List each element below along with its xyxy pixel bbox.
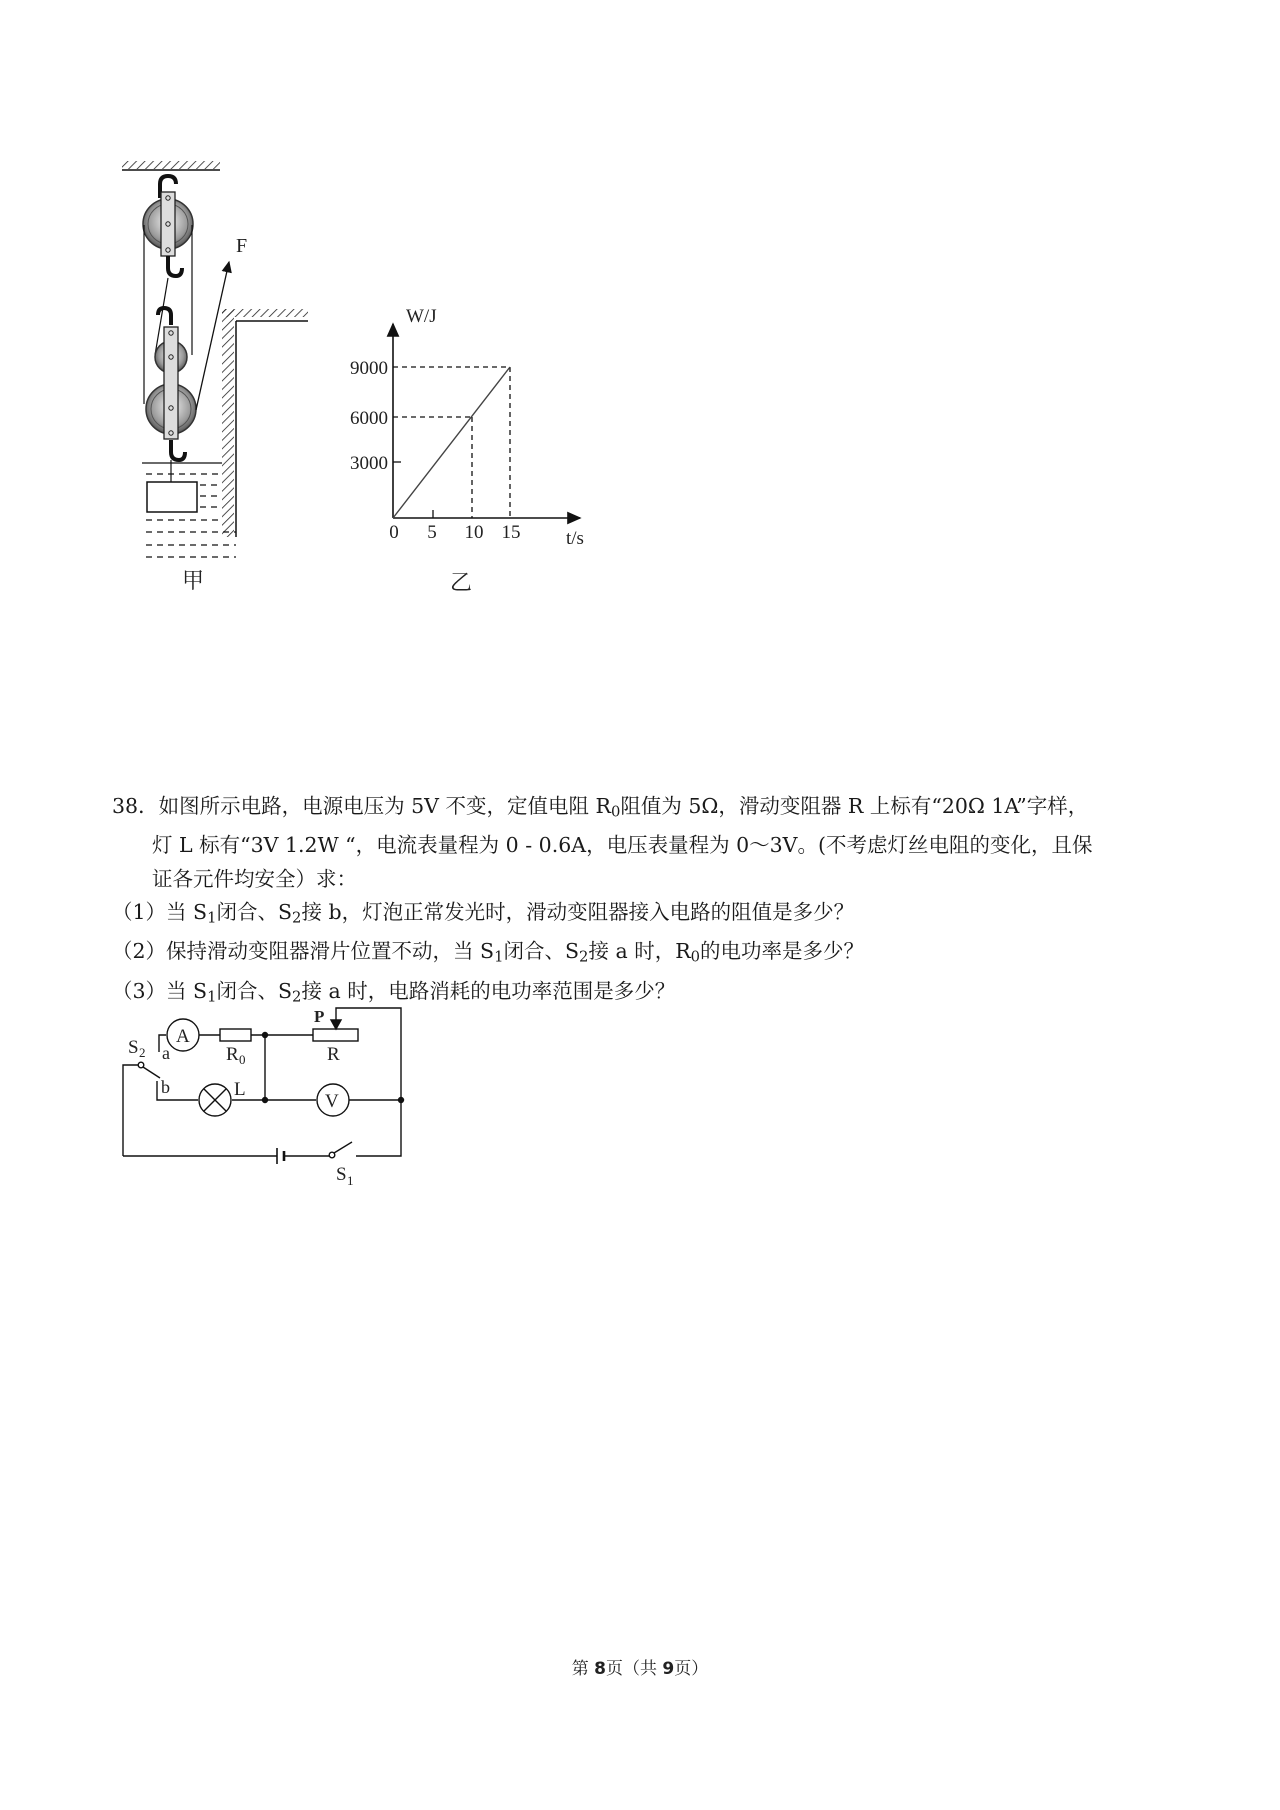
question-part-3: （3）当 $S_1$闭合、$S_2$接 a 时，电路消耗的电功率范围是多少？: [112, 978, 676, 1006]
contact-a-label: a: [162, 1043, 170, 1063]
r-label: R: [327, 1044, 340, 1065]
s1-label: S: [336, 1164, 347, 1185]
voltmeter-label: V: [325, 1091, 339, 1112]
r0-label: R: [226, 1044, 239, 1065]
resistor-r0: [220, 1029, 251, 1041]
total-pages: 9: [662, 1659, 675, 1679]
wall-hatch: [222, 309, 234, 537]
submerged-block: [147, 482, 197, 512]
x-tick-15: 15: [501, 522, 521, 543]
question-part-1: （1）当 $S_1$闭合、$S_2$接 b，灯泡正常发光时，滑动变阻器接入电路的阻值是多少？: [112, 900, 855, 927]
question-intro-line-2: 灯 L 标有“3V 1.2W “，电流表量程为 0 - 0.6A，电压表量程为 0～3V。(不考虑灯丝电阻的变化，且保: [152, 833, 1093, 858]
s2-sub: 2: [139, 1045, 146, 1060]
force-label: F: [236, 235, 248, 257]
work-time-chart: [350, 306, 584, 595]
switch-s2-pivot[interactable]: [138, 1062, 144, 1068]
s2-label: S: [128, 1037, 139, 1058]
s1-sub: 1: [347, 1173, 354, 1188]
y-tick-9000: 9000: [350, 358, 388, 379]
slider-p-arrow: [331, 1020, 341, 1029]
y-axis-label: W/J: [406, 306, 437, 327]
x-tick-0: 0: [389, 522, 399, 543]
rheostat-r: [313, 1029, 358, 1041]
ceiling-hatch: [122, 161, 220, 169]
x-tick-5: 5: [427, 522, 437, 543]
question-intro-line-1: 38．如图所示电路，电源电压为 5V 不变，定值电阻 $R_0$阻值为 5Ω，滑动变阻器 R 上标有“20Ω 1A”字样，: [112, 794, 1089, 821]
slider-label: P: [314, 1007, 325, 1026]
contact-b-label: b: [161, 1077, 170, 1097]
switch-s1-blade[interactable]: [334, 1142, 352, 1153]
question-38: [112, 790, 1192, 1014]
ammeter-label: A: [176, 1026, 190, 1047]
figure-jia-label: 甲: [182, 568, 205, 593]
figure-yi-label: 乙: [450, 570, 473, 595]
y-tick-3000: 3000: [350, 453, 388, 474]
r0-sub: 0: [239, 1052, 246, 1067]
pulley-figure: [122, 161, 308, 593]
switch-s2-blade[interactable]: [143, 1067, 160, 1078]
page-footer: 第 8页（共 9页）: [571, 1659, 709, 1679]
x-tick-10: 10: [464, 522, 484, 543]
lamp-label: L: [234, 1079, 246, 1100]
switch-s1-pivot[interactable]: [329, 1152, 335, 1158]
work-line: [393, 367, 510, 518]
question-part-2: （2）保持滑动变阻器滑片位置不动，当 $S_1$闭合、$S_2$接 a 时，$R_0$的电功率是多少？: [112, 939, 865, 967]
question-number: 38．: [112, 794, 159, 818]
current-page: 8: [594, 1659, 606, 1679]
question-intro-line-3: 证各元件均安全）求：: [152, 866, 357, 891]
y-tick-6000: 6000: [350, 408, 388, 429]
x-axis-label: t/s: [566, 528, 584, 549]
